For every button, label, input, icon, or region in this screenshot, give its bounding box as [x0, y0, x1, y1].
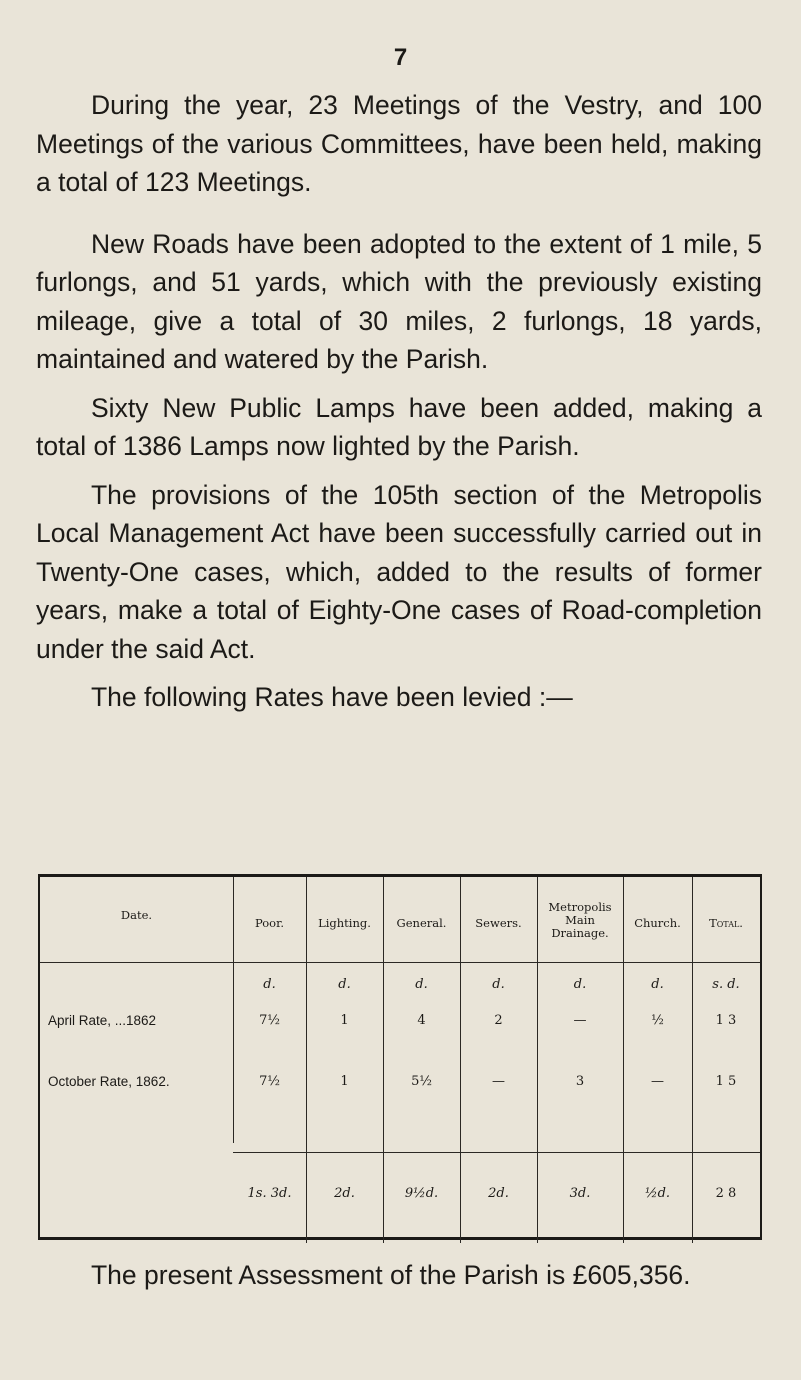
lamps-paragraph: Sixty New Public Lamps have been added, making a total of 1386 Lamps now lighted by the Parish.	[36, 392, 762, 461]
header-church: Church.	[634, 916, 681, 930]
total-total: 2 8	[715, 1186, 737, 1201]
total-sewers: 2d.	[488, 1186, 509, 1201]
october-lighting: 1	[340, 1074, 349, 1089]
header-main-drainage: Metropolis Main Drainage.	[548, 900, 612, 940]
assessment-paragraph: The present Assessment of the Parish is £605,356.	[91, 1260, 691, 1290]
row-label-april: April Rate, ...1862	[48, 1013, 157, 1028]
april-main-drainage: —	[573, 1013, 587, 1028]
october-church: —	[651, 1074, 664, 1089]
unit-church: d.	[651, 977, 664, 992]
april-sewers: 2	[494, 1013, 503, 1028]
header-rule	[40, 962, 760, 963]
october-main-drainage: 3	[575, 1074, 585, 1089]
unit-lighting: d.	[338, 977, 351, 992]
row-label-october: October Rate, 1862.	[48, 1074, 170, 1089]
page-number: 7	[393, 44, 408, 71]
header-lighting: Lighting.	[318, 916, 371, 930]
april-total: 1 3	[715, 1013, 737, 1028]
april-general: 4	[417, 1013, 426, 1028]
april-church: ½	[651, 1013, 664, 1028]
total-general: 9½d.	[404, 1186, 439, 1201]
october-total: 1 5	[715, 1074, 737, 1089]
october-sewers: —	[492, 1074, 505, 1089]
unit-main-drainage: d.	[573, 977, 587, 992]
total-poor: 1s. 3d.	[247, 1186, 292, 1201]
october-poor: 7½	[259, 1074, 280, 1089]
header-total: Total.	[709, 916, 743, 930]
total-main-drainage: 3d.	[569, 1186, 591, 1201]
total-church: ½d.	[644, 1186, 671, 1201]
meetings-paragraph: During the year, 23 Meetings of the Vestry, and 100 Meetings of the various Committees, have been held, making a total of 123 Meetings.	[36, 90, 762, 197]
rates-table	[38, 874, 762, 1240]
header-sewers: Sewers.	[475, 916, 522, 930]
april-poor: 7½	[259, 1013, 280, 1028]
april-lighting: 1	[340, 1013, 349, 1028]
header-date: Date.	[120, 908, 153, 922]
body-text	[36, 86, 762, 717]
roads-paragraph: New Roads have been adopted to the extent of 1 mile, 5 furlongs, and 51 yards, which with the previously existing mileage, give a total of 30 miles, 2 furlongs, 18 yards, maintained and watered by the Parish.	[36, 228, 762, 374]
totals-rule	[233, 1152, 760, 1153]
unit-general: d.	[415, 977, 428, 992]
october-general: 5½	[411, 1074, 432, 1089]
header-poor: Poor.	[254, 916, 284, 930]
header-general: General.	[396, 916, 447, 930]
unit-sewers: d.	[492, 977, 505, 992]
rates-intro: The following Rates have been levied :—	[91, 682, 573, 712]
total-lighting: 2d.	[334, 1186, 355, 1201]
unit-poor: d.	[263, 977, 276, 992]
act-paragraph: The provisions of the 105th section of the Metropolis Local Management Act have been successfully carried out in Twenty-One cases, which, added to the results of former years, make a total of Eighty-One cases of Road-completion under the said Act.	[36, 479, 762, 664]
unit-total: s. d.	[712, 977, 740, 992]
